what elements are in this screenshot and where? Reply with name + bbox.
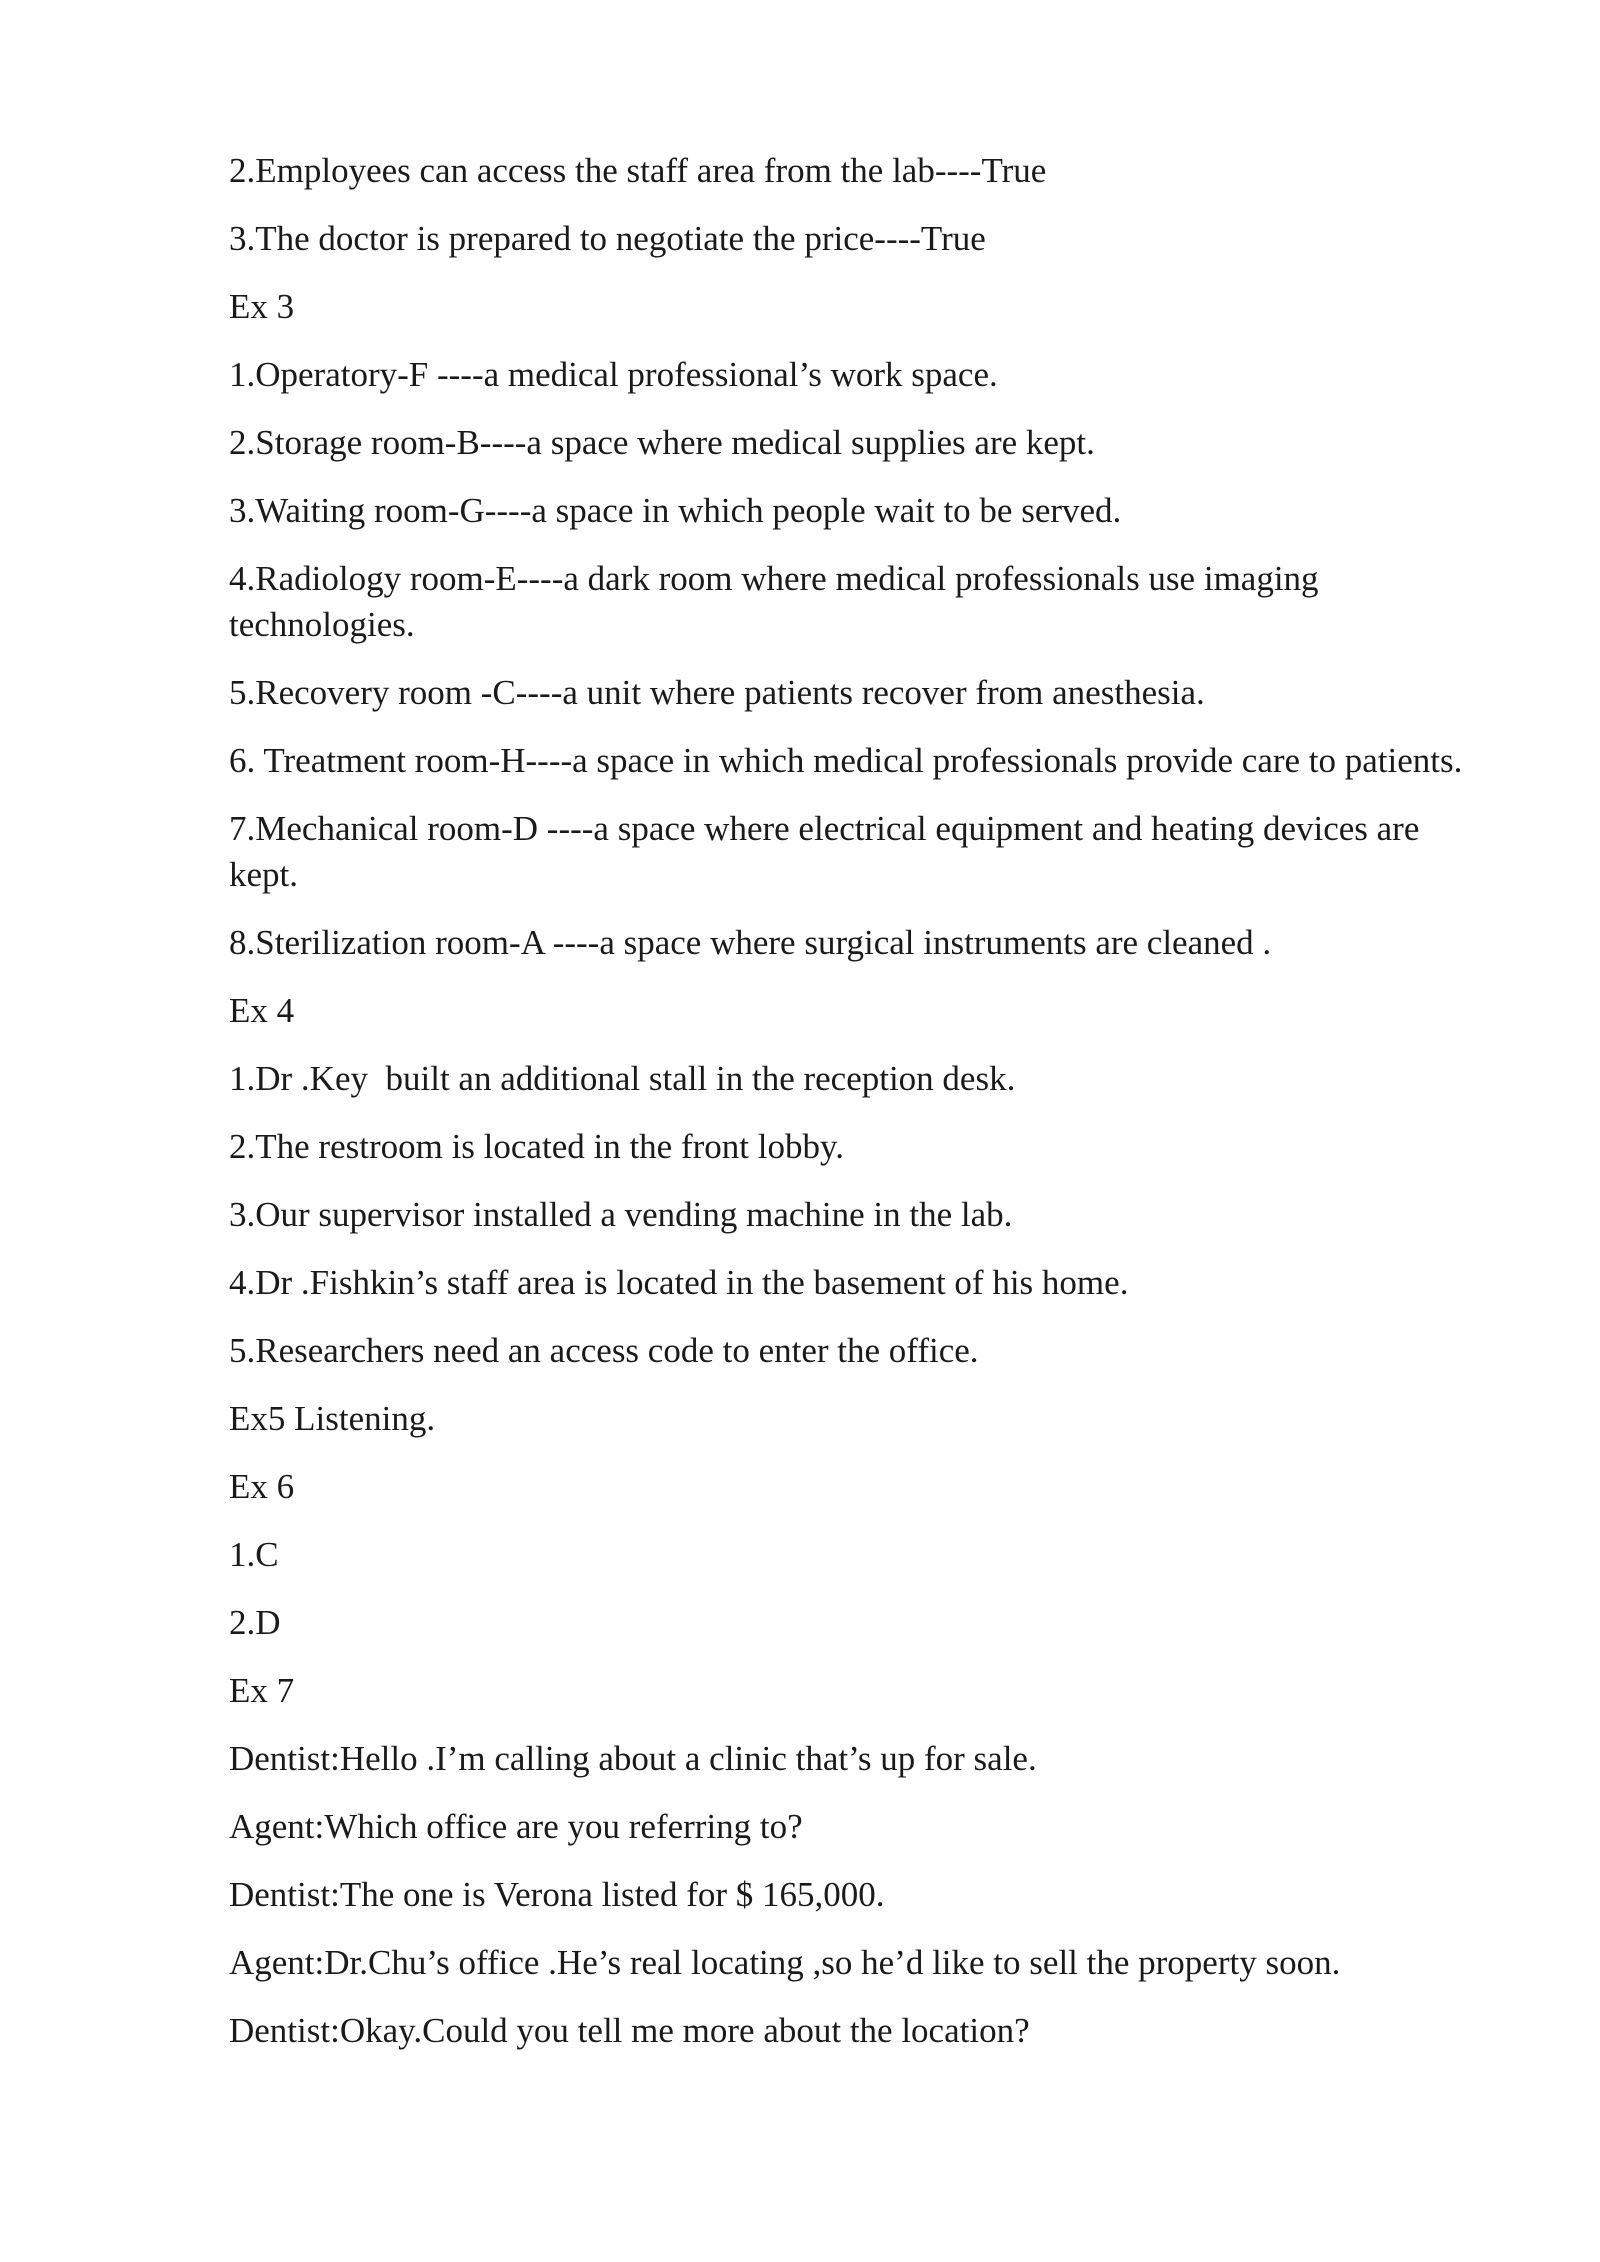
answer-line: 5.Recovery room -C----a unit where patients recover from anesthesia. xyxy=(229,673,1205,712)
answer-line: 4.Radiology room-E----a dark room where medical professionals use imaging technologies. xyxy=(229,559,1328,644)
answer-line: 2.D xyxy=(229,1603,281,1642)
answer-line: 2.Storage room-B----a space where medical supplies are kept. xyxy=(229,423,1095,462)
section-heading: Ex5 Listening. xyxy=(229,1399,436,1438)
answer-line: 3.Waiting room-G----a space in which people wait to be served. xyxy=(229,491,1122,530)
answer-line: 2.Employees can access the staff area from the lab----True xyxy=(229,151,1047,190)
dialogue-line: Dentist:The one is Verona listed for $ 165,000. xyxy=(229,1875,885,1914)
section-heading: Ex 4 xyxy=(229,991,295,1030)
document-body xyxy=(229,148,1479,2076)
dialogue-line: Agent:Which office are you referring to? xyxy=(229,1807,803,1846)
answer-line: 1.Dr .Key built an additional stall in the reception desk. xyxy=(229,1059,1016,1098)
answer-line: 8.Sterilization room-A ----a space where surgical instruments are cleaned . xyxy=(229,923,1272,962)
dialogue-line: Dentist:Hello .I’m calling about a clinic that’s up for sale. xyxy=(229,1739,1037,1778)
answer-line: 4.Dr .Fishkin’s staff area is located in the basement of his home. xyxy=(229,1263,1129,1302)
answer-line: 6. Treatment room-H----a space in which medical professionals provide care to patients. xyxy=(229,741,1463,780)
answer-line: 3.Our supervisor installed a vending machine in the lab. xyxy=(229,1195,1013,1234)
answer-line: 7.Mechanical room-D ----a space where electrical equipment and heating devices are kept. xyxy=(229,809,1429,894)
answer-line: 2.The restroom is located in the front lobby. xyxy=(229,1127,844,1166)
answer-line: 1.C xyxy=(229,1535,279,1574)
section-heading: Ex 6 xyxy=(229,1467,295,1506)
answer-line: 5.Researchers need an access code to enter the office. xyxy=(229,1331,979,1370)
answer-line: 1.Operatory-F ----a medical professional’s work space. xyxy=(229,355,998,394)
section-heading: Ex 7 xyxy=(229,1671,295,1710)
dialogue-line: Agent:Dr.Chu’s office .He’s real locating ,so he’d like to sell the property soon. xyxy=(229,1943,1341,1982)
section-heading: Ex 3 xyxy=(229,287,295,326)
answer-line: 3.The doctor is prepared to negotiate the price----True xyxy=(229,219,986,258)
dialogue-line: Dentist:Okay.Could you tell me more about the location? xyxy=(229,2011,1030,2050)
